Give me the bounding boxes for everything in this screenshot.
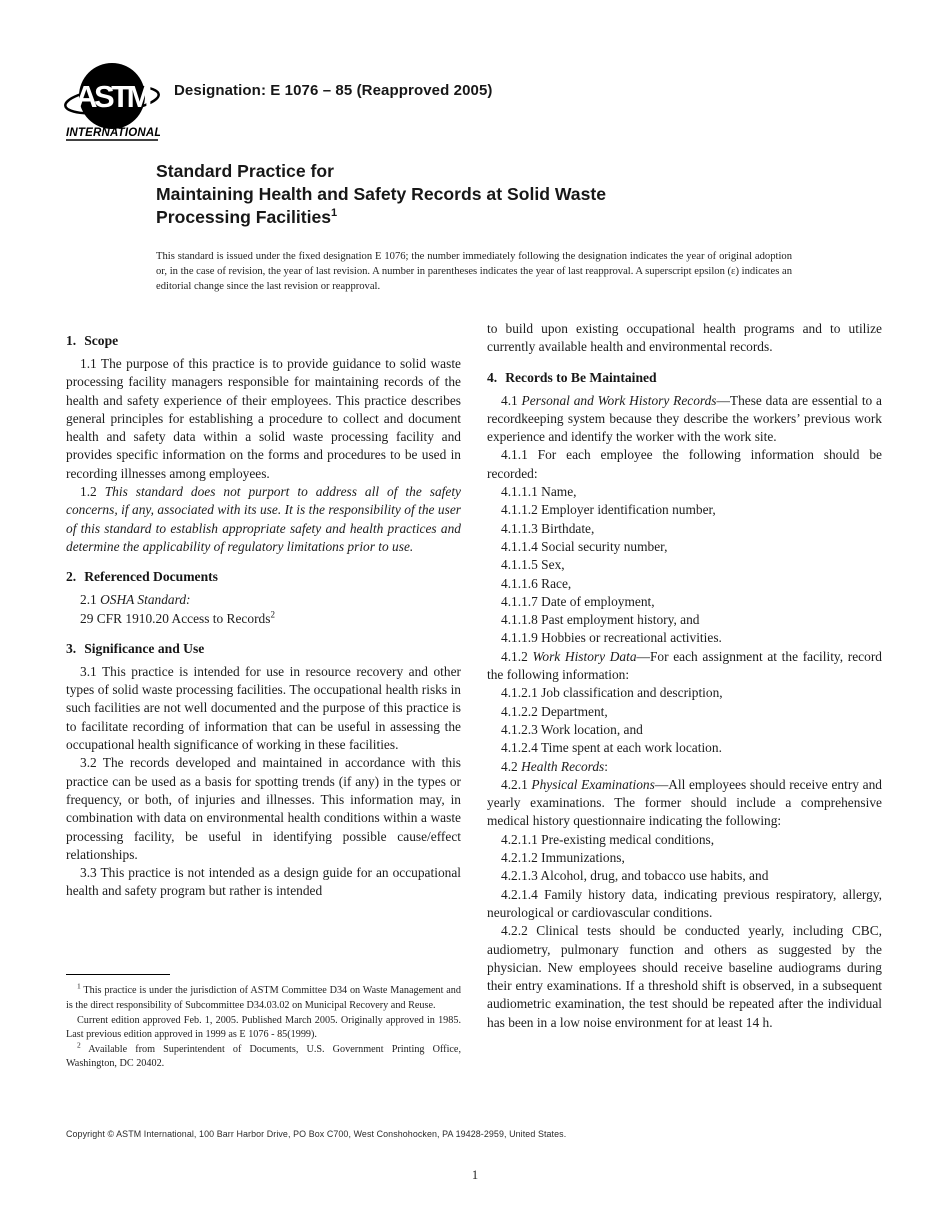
paragraph: to build upon existing occupational health programs and to utilize currently available health and environmental records. xyxy=(487,321,882,355)
column-right-content xyxy=(487,320,882,1032)
section-heading: 2. Referenced Documents xyxy=(66,569,218,585)
document-header xyxy=(64,60,493,147)
column-right xyxy=(487,320,882,1072)
paragraph: 4.1.1.7 Date of employment, xyxy=(501,593,655,609)
paragraph: 4.1.2.1 Job classification and description, xyxy=(501,685,723,701)
paragraph: 4.1.1.2 Employer identification number, xyxy=(501,502,716,518)
paragraph: 4.1.1.6 Race, xyxy=(501,575,572,591)
paragraph: 4.1 Personal and Work History Records—These data are essential to a recordkeeping system because they describe the workers’ previous work experience and identify the worker with the work site. xyxy=(487,392,882,445)
document-title xyxy=(156,160,816,229)
paragraph: 4.2.1.2 Immunizations, xyxy=(501,850,625,866)
svg-text:ASTM: ASTM xyxy=(75,79,149,114)
paragraph: 4.1.1 For each employee the following information should be recorded: xyxy=(487,447,882,481)
footnotes-block xyxy=(66,974,461,1072)
section-heading: 1. Scope xyxy=(66,333,119,348)
footnote: $^1$ This practice is under the jurisdiction of ASTM Committee D34 on Waste Management and is the direct responsibility of Subcommittee D34.03.02 on Municipal Recovery and Reuse. xyxy=(66,982,461,1012)
footnotes-list xyxy=(66,984,461,1072)
footnote: $^2$ Available from Superintendent of Documents, U.S. Government Printing Office, Washington, DC 20402. xyxy=(66,1040,461,1070)
paragraph: 4.1.1.1 Name, xyxy=(501,484,577,500)
footnote: Current edition approved Feb. 1, 2005. Published March 2005. Originally approved in 1985. Last previous edition approved in 1999 as E 1076 - 85(1999). xyxy=(66,1014,461,1041)
issuance-note: This standard is issued under the fixed designation E 1076; the number immediately following the designation indicates the year of original adoption or, in the case of revision, the year of last revision. A number in parentheses indicates the year of last reapproval. A superscript epsilon (ε) indicates an editorial change since the last revision or reapproval. xyxy=(156,251,792,292)
section-heading: 3. Significance and Use xyxy=(66,640,205,656)
paragraph: 4.2 Health Records: xyxy=(501,758,609,774)
svg-text:INTERNATIONAL: INTERNATIONAL xyxy=(66,127,160,139)
column-left-content xyxy=(66,332,461,901)
paragraph: 1.2 This standard does not purport to address all of the safety concerns, if any, associated with its use. It is the responsibility of the user of this standard to establish appropriate safety and health practices and determine the applicability of regulatory limitations prior to use. xyxy=(66,484,461,554)
paragraph: 3.2 The records developed and maintained in accordance with this practice can be used as a basis for spotting trends (if any) in the types or frequency, or both, of injuries and illnesses. This information may, in combination with data on environmental health conditions within a waste processing facility, be useful in identifying possible cause/effect relationships. xyxy=(66,755,461,862)
paragraph: 4.1.1.4 Social security number, xyxy=(501,538,668,554)
designation-line: Designation: E 1076 – 85 (Reapproved 2005) xyxy=(174,82,493,99)
astm-logo-icon xyxy=(64,60,160,147)
column-left xyxy=(66,320,461,1072)
copyright-line: Copyright © ASTM International, 100 Barr Harbor Drive, PO Box C700, West Conshohocken, PA 19428-2959, United States. xyxy=(66,1129,567,1139)
paragraph: 4.1.1.8 Past employment history, and xyxy=(501,612,700,628)
paragraph: 4.2.1.3 Alcohol, drug, and tobacco use habits, and xyxy=(501,868,769,884)
paragraph: 4.1.2 Work History Data—For each assignment at the facility, record the following information: xyxy=(487,648,882,683)
paragraph: 2.1 OSHA Standard: xyxy=(80,592,191,608)
two-column-body xyxy=(66,320,882,1072)
title-line-3: Processing Facilities$^1$ xyxy=(156,207,338,227)
paragraph: 3.1 This practice is intended for use in resource recovery and other types of solid waste processing facilities. The occupational health risks in such facilities are not well documented and the purpose of this practice is to facilitate recording of information that can be useful in assessing the occupational health significance of working in these facilities. xyxy=(66,663,461,753)
paragraph: 1.1 The purpose of this practice is to provide guidance to solid waste processing facility managers responsible for maintaining records of the health and safety experience of their employees. This practice describes general principles for establishing a procedure to collect and document health and safety data within a solid waste processing facility and provides specific information on the forms and procedures to be used in recording illnesses among employees. xyxy=(66,356,461,481)
paragraph: 3.3 This practice is not intended as a design guide for an occupational health and safety program but rather is intended xyxy=(66,865,461,899)
paragraph: 29 CFR 1910.20 Access to Records$^2$ xyxy=(80,609,275,626)
paragraph: 4.2.2 Clinical tests should be conducted yearly, including CBC, audiometry, pulmonary function and others as suggested by the physician. New employees should receive baseline audiograms during their entry examinations. If a threshold shift is observed, in a subsequent audiometric examination, the test should be repeated after the individual has been in a low noise environment for at least 14 h. xyxy=(487,923,882,1030)
paragraph: 4.2.1.4 Family history data, indicating previous respiratory, allergy, neurological or cardiovascular conditions. xyxy=(487,886,882,920)
paragraph: 4.1.2.3 Work location, and xyxy=(501,721,643,737)
footnote-separator xyxy=(66,974,170,975)
title-line-1: Standard Practice for xyxy=(156,161,334,181)
paragraph: 4.1.2.4 Time spent at each work location. xyxy=(501,740,722,756)
paragraph: 4.1.1.5 Sex, xyxy=(501,557,565,573)
paragraph: 4.2.1 Physical Examinations—All employees should receive entry and yearly examinations. The former should include a comprehensive medical history questionnaire indicating the following: xyxy=(487,776,882,829)
page-number: 1 xyxy=(471,1168,479,1182)
paragraph: 4.2.1.1 Pre-existing medical conditions, xyxy=(501,831,715,847)
paragraph: 4.1.2.2 Department, xyxy=(501,703,608,719)
section-heading: 4. Records to Be Maintained xyxy=(487,369,657,385)
paragraph: 4.1.1.9 Hobbies or recreational activities. xyxy=(501,630,722,646)
paragraph: 4.1.1.3 Birthdate, xyxy=(501,520,595,536)
title-line-2: Maintaining Health and Safety Records at Solid Waste xyxy=(156,184,607,204)
footnote-ref-1: 1 xyxy=(331,207,338,220)
